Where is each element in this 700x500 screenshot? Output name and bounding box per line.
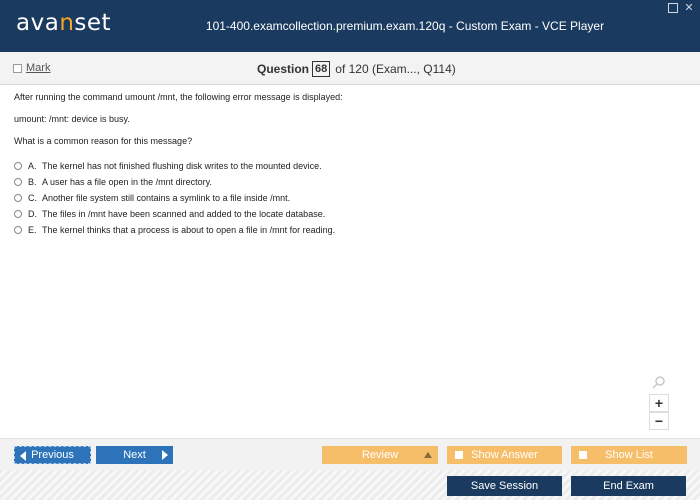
answer-text: The kernel thinks that a process is about to open a file in /mnt for reading. [42, 225, 336, 235]
question-line: After running the command umount /mnt, the following error message is displayed: [14, 92, 343, 102]
answer-letter: C. [28, 193, 37, 203]
logo-prefix: ava [16, 10, 60, 36]
show-list-label: Show List [605, 449, 653, 461]
checkbox-icon[interactable] [13, 64, 22, 73]
chevron-left-icon [20, 451, 26, 461]
answer-option-b[interactable] [14, 174, 684, 190]
answer-option-a[interactable] [14, 158, 684, 174]
checkbox-icon [579, 451, 587, 459]
answer-list [14, 158, 684, 238]
answer-text: Another file system still contains a symlink to a file inside /mnt. [42, 193, 291, 203]
mark-checkbox[interactable] [13, 62, 50, 74]
radio-icon[interactable] [14, 162, 22, 170]
checkbox-icon [455, 451, 463, 459]
navigation-bar [0, 438, 700, 470]
zoom-in-button[interactable]: + [649, 394, 669, 412]
radio-icon[interactable] [14, 226, 22, 234]
answer-text: A user has a file open in the /mnt directory. [42, 177, 212, 187]
answer-option-d[interactable] [14, 206, 684, 222]
answer-letter: B. [28, 177, 37, 187]
logo-accent: n [59, 10, 75, 36]
logo-suffix: set [74, 10, 112, 36]
question-indicator [257, 61, 456, 77]
previous-button[interactable] [14, 446, 91, 464]
app-logo [16, 10, 111, 36]
radio-icon[interactable] [14, 210, 22, 218]
question-number[interactable]: 68 [312, 61, 330, 77]
triangle-up-icon [424, 452, 432, 458]
review-button[interactable] [322, 446, 438, 464]
question-line: umount: /mnt: device is busy. [14, 114, 130, 124]
mark-label[interactable]: Mark [26, 62, 51, 74]
window-title: 101-400.examcollection.premium.exam.120q - Custom Exam - VCE Player [205, 19, 605, 33]
answer-text: The kernel has not finished flushing disk writes to the mounted device. [42, 161, 322, 171]
show-answer-button[interactable] [447, 446, 562, 464]
review-label: Review [361, 449, 399, 461]
answer-option-e[interactable] [14, 222, 684, 238]
answer-letter: E. [28, 225, 37, 235]
next-button[interactable] [96, 446, 173, 464]
next-label: Next [123, 449, 146, 461]
answer-option-c[interactable] [14, 190, 684, 206]
question-label: Question [257, 62, 310, 76]
radio-icon[interactable] [14, 194, 22, 202]
question-suffix: of 120 (Exam..., Q114) [335, 62, 456, 76]
answer-letter: D. [28, 209, 37, 219]
show-list-button[interactable] [571, 446, 687, 464]
footer-bar [0, 470, 700, 500]
close-icon[interactable]: ✕ [684, 2, 694, 14]
chevron-right-icon [162, 450, 168, 460]
question-content [14, 92, 684, 238]
radio-icon[interactable] [14, 178, 22, 186]
show-answer-label: Show Answer [471, 449, 538, 461]
maximize-icon[interactable] [668, 3, 678, 13]
previous-label: Previous [31, 449, 74, 461]
question-header [0, 52, 700, 85]
answer-text: The files in /mnt have been scanned and added to the locate database. [42, 209, 326, 219]
magnifier-icon[interactable] [652, 375, 666, 389]
answer-letter: A. [28, 161, 37, 171]
question-line: What is a common reason for this message? [14, 136, 193, 146]
end-exam-button[interactable]: End Exam [571, 476, 686, 496]
title-bar [0, 0, 700, 52]
save-session-button[interactable]: Save Session [447, 476, 562, 496]
zoom-out-button[interactable]: − [649, 412, 669, 430]
